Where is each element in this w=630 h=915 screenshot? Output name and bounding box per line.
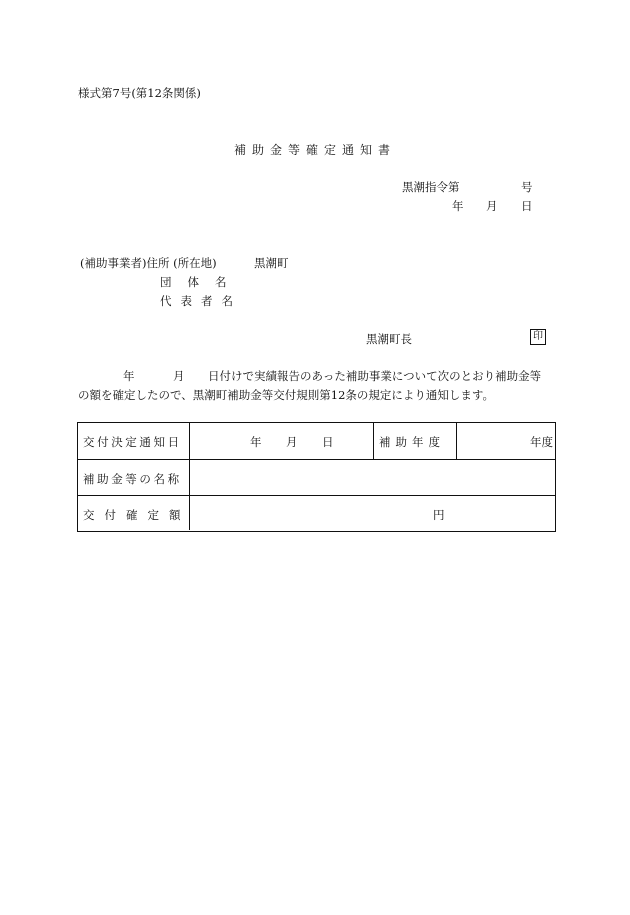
issuer-title: 黒潮町長 [366,332,412,346]
decision-date-year: 年 [250,435,262,449]
recipient-address-label: (補助事業者)住所 (所在地) [80,256,217,270]
subsidy-name-label: 補助金等の名称 [83,472,182,486]
body-year: 年 [123,369,135,383]
seal-icon: 印 [530,329,546,345]
notice-number-suffix: 号 [521,180,533,194]
notice-number-label: 黒潮指令第 [402,180,460,194]
info-table [77,422,556,532]
confirmed-amount-label: 交付確定額 [83,508,191,522]
subsidy-fiscal-year-label: 補助年度 [379,435,445,449]
notice-date-year: 年 [452,199,464,213]
recipient-organization-label: 団体名 [160,275,243,289]
decision-notice-date-label: 交付決定通知日 [83,435,182,449]
recipient-address-value: 黒潮町 [254,256,289,270]
table-row-divider [78,459,555,460]
decision-date-day: 日 [322,435,334,449]
body-text-line-1: 日付けで実績報告のあった補助事業について次のとおり補助金等 [208,369,542,383]
confirmed-amount-unit: 円 [433,508,445,522]
form-number: 様式第7号(第12条関係) [78,86,201,100]
recipient-representative-label: 代表者名 [160,294,242,308]
table-column-divider [373,423,374,459]
subsidy-fiscal-year-unit: 年度 [530,435,553,449]
notice-date-day: 日 [521,199,533,213]
notice-date-month: 月 [486,199,498,213]
document-title: 補助金等確定通知書 [233,143,396,157]
table-column-divider [456,423,457,459]
table-row-divider [78,495,555,496]
body-text-line-2: の額を確定したので、黒潮町補助金等交付規則第12条の規定により通知します。 [78,388,494,402]
body-month: 月 [173,369,185,383]
decision-date-month: 月 [286,435,298,449]
